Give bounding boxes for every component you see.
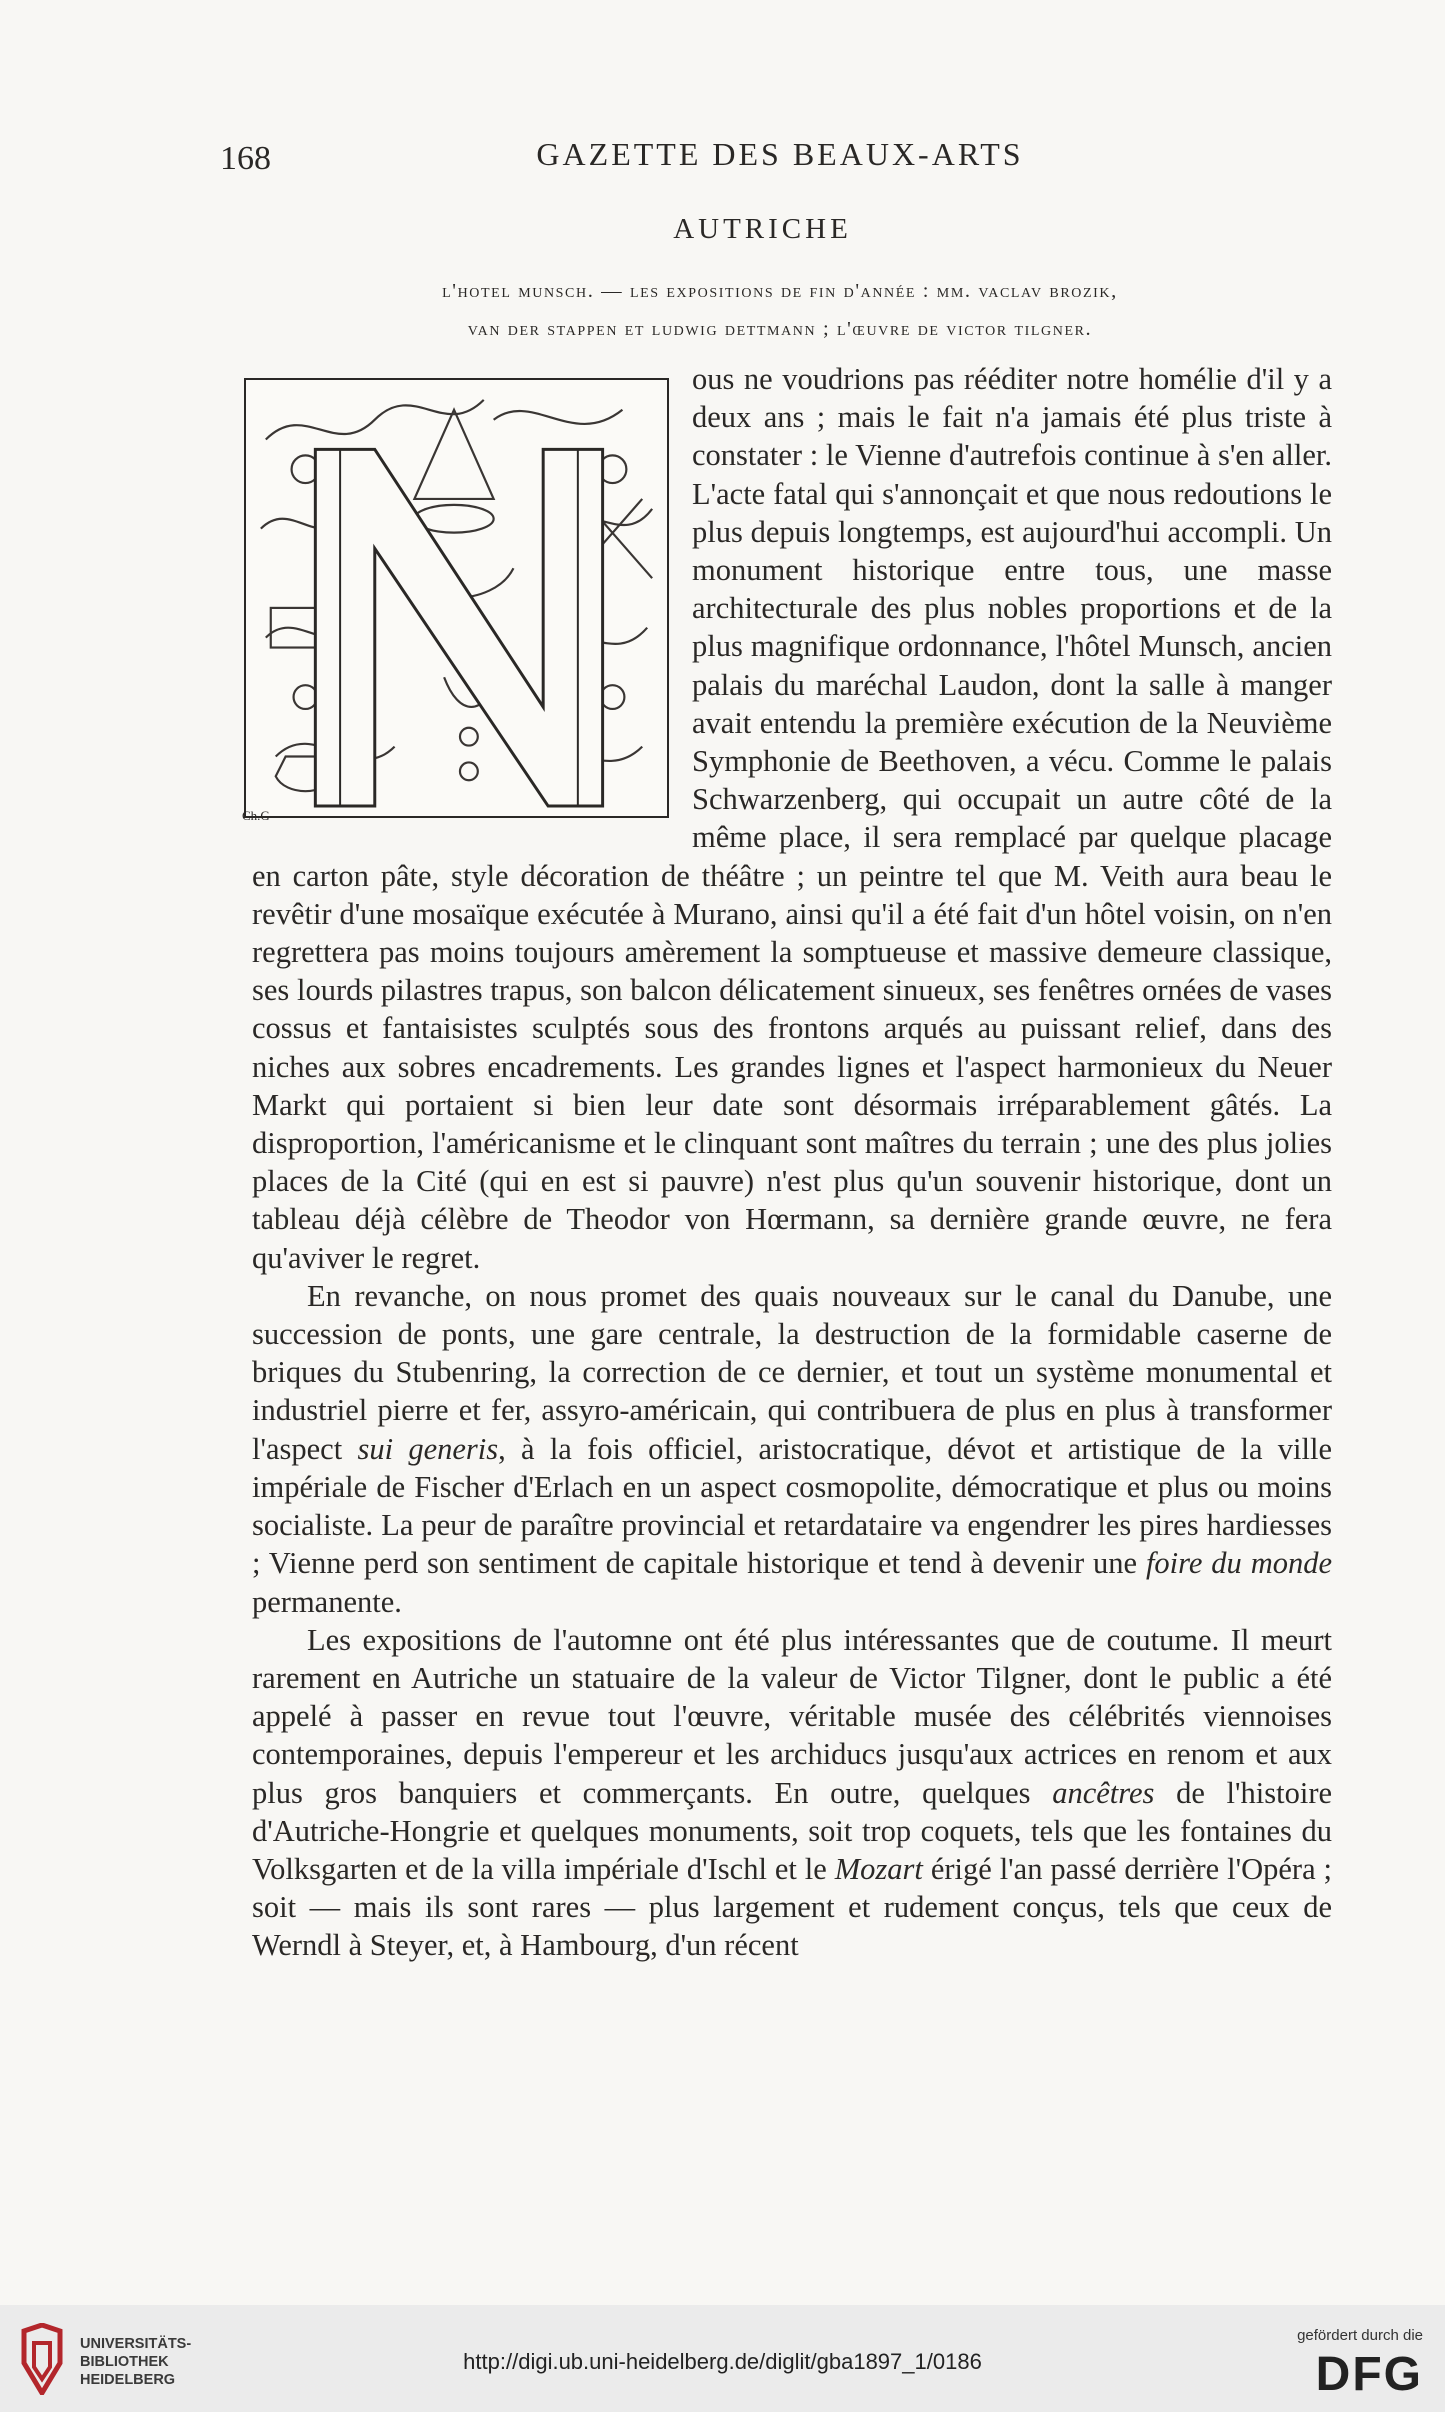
university-name-line: UNIVERSITÄTS- [80,2336,192,2352]
funded-by-label: gefördert durch die [1297,2327,1423,2344]
article-body [252,360,1332,1965]
paragraph-2 [252,1277,1332,1621]
paragraph-2-text-end: permanente. [252,1584,402,1619]
dfg-logo: DFG [1315,2348,1423,2401]
paragraph-2-text: En revanche, on nous promet des quais nouveaux sur le canal du Danube, une succession de ponts, une gare centrale, la destruction de la formidable caserne de briques du Stubenring, la correction de ce dernier, et tout un système monumental et industriel pierre et fer, assyro-américain, qui contribuera de plus en plus à transformer l'aspect [252,1278,1332,1466]
paragraph-2-text-cont: , à la fois officiel, aristocratique, dévot et artistique de la ville impériale de Fischer d'Erlach en un aspect cosmopolite, démocratique et plus ou moins socialiste. La peur de paraître provincial et retardataire va engendrer les pires hardiesses ; Vienne perd son sentiment de capitale historique et tend à devenir une [252,1431,1333,1581]
emphasis-foire-du-monde: foire du monde [1145,1546,1333,1581]
university-name-line: HEIDELBERG [80,2372,176,2388]
university-name-line: BIBLIOTHEK [80,2354,169,2370]
page-number: 168 [220,140,271,177]
viewer-footer [0,2305,1445,2412]
section-title: AUTRICHE [673,213,852,245]
emphasis-ancetres: ancêtres [1052,1775,1155,1810]
emphasis-sui-generis: sui generis [357,1431,499,1466]
initial-signature: Ch.G [242,808,270,823]
paragraph-3-text-cont: de l'histoire d'Autriche-Hongrie et quelques monuments, soit trop coquets, tels que les fontaines du Volksgarten et de la villa impériale d'Ischl et le [252,1775,1333,1886]
paragraph-1-text: ous ne voudrions pas rééditer notre homélie d'il y a deux ans ; mais le fait n'a jamais été plus triste à constater : le Vienne d'autrefois continue à s'en aller. L'acte fatal qui s'annonçait et que nous redoutions le plus depuis longtemps, est aujourd'hui accompli. Un monument historique entre tous, une masse architecturale des plus nobles proportions et de la plus magnifique ordonnance, l'hôtel Munsch, ancien palais du maréchal Laudon, dont la salle à manger avait entendu la première exécution de la Neuvième Symphonie de Beethoven, a vécu. Comme le palais Schwarzenberg, qui occupait un autre côté de la même place, il sera remplacé par quelque placage en carton pâte, style décoration de théâtre ; un peintre tel que M. Veith aura beau le revêtir d'une mosaïque exécutée à Murano, ainsi qu'il a été fait d'un hôtel voisin, on n'en regrettera pas moins toujours amèrement la somptueuse et massive demeure classique, ses lourds pilastres trapus, son balcon délicatement sinueux, ses fenêtres ornées de vases cossus et fantaisistes sculptés sous des frontons arqués au puissant relief, dans des niches aux sobres encadrements. Les grandes lignes et l'aspect harmonieux du Neuer Markt qui portaient si bien leur date sont désormais irréparablement gâtés. La disproportion, l'américanisme et le clinquant sont maîtres du terrain ; une des plus jolies places de la Cité (qui en est si pauvre) n'est plus qu'un souvenir historique, dont un tableau déjà célèbre de Theodor von Hœrmann, sa dernière grande œuvre, ne fera qu'aviver le regret. [252,362,1332,1275]
permalink-url[interactable]: http://digi.ub.uni-heidelberg.de/diglit/gba1897_1/0186 [463,2349,982,2374]
paragraph-3 [252,1621,1332,1965]
subtitle-line: van der stappen et ludwig dettmann ; l'œuvre de victor tilgner. [467,318,1093,340]
initial-spacer [252,360,692,843]
article-subtitle [220,272,1340,348]
emphasis-mozart: Mozart [834,1851,923,1886]
running-head [220,136,1340,190]
subtitle-line: l'hotel munsch. — les expositions de fin d'année : mm. vaclav brozik, [442,280,1118,302]
journal-title: GAZETTE DES BEAUX-ARTS [536,136,1024,172]
paragraph-3-text: Les expositions de l'automne ont été plus intéressantes que de coutume. Il meurt rarement en Autriche un statuaire de la valeur de Victor Tilgner, dont le public a été appelé à passer en revue tout l'œuvre, véritable musée des célébrités viennoises contemporaines, depuis l'empereur et les archiducs jusqu'aux actrices en renom et aux plus gros banquiers et commerçants. En outre, quelques [252,1622,1332,1810]
paragraph-3-text-end: érigé l'an passé derrière l'Opéra ; soit — mais ils sont rares — plus largement et rudement conçus, tels que ceux de Werndl à Steyer, et, à Hambourg, d'un récent [252,1851,1333,1963]
